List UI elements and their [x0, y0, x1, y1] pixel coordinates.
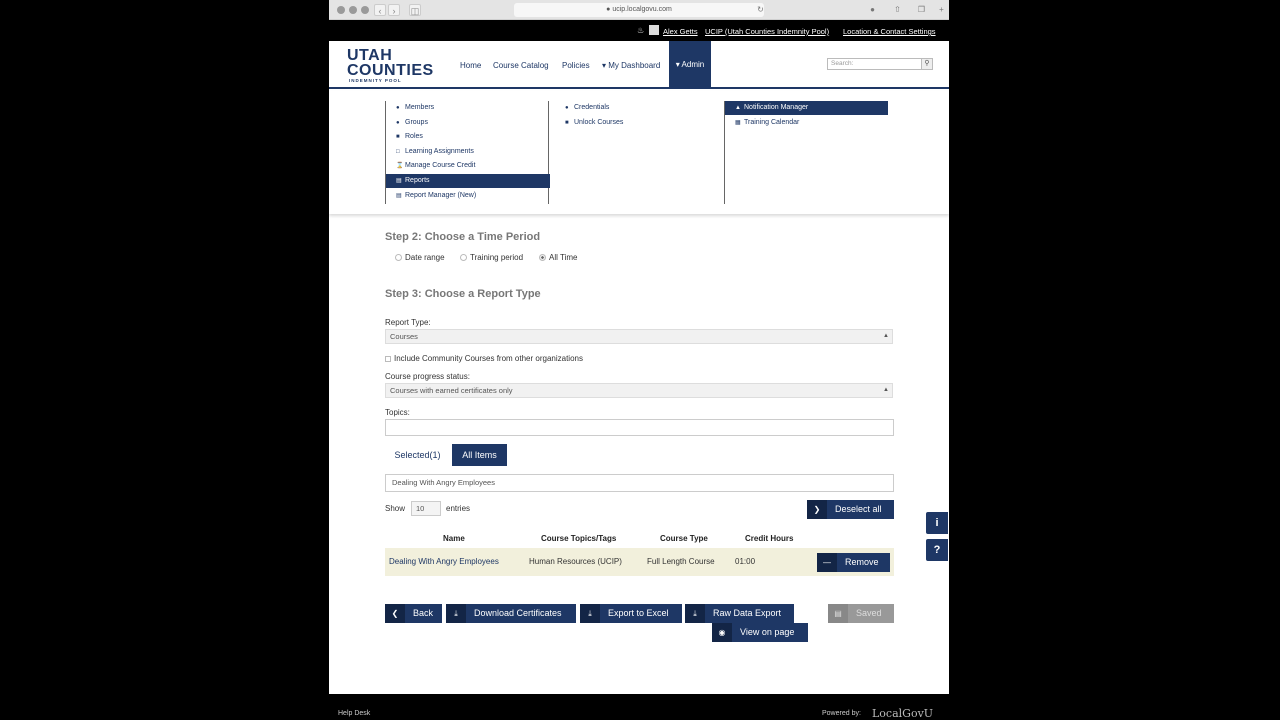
menu-item-unlock-courses-label: Unlock Courses [574, 119, 624, 126]
menu-item-report-manager-label: Report Manager (New) [405, 192, 477, 199]
user-name-link[interactable]: Alex Getts [663, 27, 698, 36]
radio-circle [460, 254, 467, 261]
menu-item-reports[interactable] [386, 174, 550, 188]
calendar-icon: ▦ [735, 120, 741, 126]
radio-all-time[interactable] [539, 253, 577, 262]
powered-by-label: Powered by: [822, 710, 861, 717]
bar-chart-icon: ▤ [396, 178, 402, 184]
menu-item-manage-course-credit[interactable] [386, 159, 550, 173]
menu-item-groups[interactable] [386, 116, 550, 130]
menu-item-notification-manager[interactable] [725, 101, 888, 115]
column-header-topics[interactable]: Course Topics/Tags [541, 534, 617, 543]
search-input[interactable]: Search: [827, 58, 923, 70]
menu-item-training-calendar[interactable] [725, 116, 888, 130]
deselect-all-button[interactable] [807, 500, 894, 519]
nav-policies[interactable]: Policies [562, 61, 590, 70]
menu-item-credentials-label: Credentials [574, 104, 610, 111]
download-icon[interactable]: ● [870, 5, 875, 14]
browser-toolbar [329, 0, 949, 20]
menu-item-credentials[interactable] [555, 101, 719, 115]
dropdown-column-2 [555, 101, 725, 204]
logo-line-3: INDEMNITY POOL [349, 78, 402, 83]
search-icon: ⚲ [924, 60, 930, 67]
bar-chart-icon: ▤ [396, 193, 402, 199]
remove-button[interactable] [817, 553, 890, 572]
url-text: ucip.localgovu.com [612, 6, 672, 13]
book-icon: □ [396, 149, 400, 155]
credit-hours: 01:00 [735, 557, 756, 566]
tab-all-items[interactable]: All Items [452, 444, 507, 466]
radio-training-period[interactable] [460, 253, 523, 262]
menu-item-members[interactable] [386, 101, 550, 115]
menu-item-roles-label: Roles [405, 133, 423, 140]
help-icon[interactable]: ? [926, 539, 948, 561]
nav-admin[interactable] [669, 41, 711, 89]
download-certificates-button[interactable] [446, 604, 576, 623]
tabs-icon[interactable]: ❐ [917, 5, 926, 14]
close-window-button[interactable] [337, 6, 345, 14]
menu-item-report-manager[interactable] [386, 189, 550, 203]
dropdown-column-1 [385, 101, 549, 204]
entries-value: 10 [416, 504, 425, 513]
menu-item-training-calendar-label: Training Calendar [744, 119, 800, 126]
browser-window [329, 0, 949, 694]
nav-my-dashboard[interactable] [602, 61, 660, 70]
step-3-title: Step 3: Choose a Report Type [385, 288, 541, 300]
progress-status-label: Course progress status: [385, 372, 470, 381]
warning-icon: ▲ [735, 105, 741, 111]
location-settings-link[interactable]: Location & Contact Settings [843, 27, 936, 36]
nav-home[interactable]: Home [460, 61, 482, 70]
logo-line-1: UTAH [347, 47, 393, 64]
new-tab-icon[interactable]: + [939, 5, 944, 14]
menu-item-unlock-courses[interactable] [555, 116, 719, 130]
radio-all-time-label: All Time [549, 253, 578, 262]
column-header-credit-hours[interactable]: Credit Hours [745, 534, 794, 543]
view-on-page-label: View on page [740, 627, 795, 637]
info-icon[interactable]: i [926, 512, 948, 534]
course-topics: Human Resources (UCIP) [529, 557, 622, 566]
sidebar-icon[interactable]: ◫ [410, 6, 420, 16]
export-to-excel-button[interactable] [580, 604, 682, 623]
radio-date-range-label: Date range [405, 253, 445, 262]
sitemap-icon: ■ [396, 134, 400, 140]
chevron-right-icon: ❯ [807, 500, 827, 519]
admin-dropdown-menu [329, 91, 949, 214]
certificate-icon: ● [565, 105, 569, 111]
raw-data-export-button[interactable] [685, 604, 794, 623]
help-desk-link[interactable]: Help Desk [338, 710, 371, 717]
caret-down-icon: ▾ [602, 61, 609, 70]
course-type: Full Length Course [647, 557, 715, 566]
community-courses-checkbox[interactable] [385, 354, 583, 363]
minus-icon: — [817, 553, 837, 572]
search-button[interactable] [921, 58, 933, 70]
zoom-window-button[interactable] [361, 6, 369, 14]
menu-item-roles[interactable] [386, 130, 550, 144]
lock-icon: ● [606, 6, 611, 13]
caret-down-icon: ▾ [675, 60, 682, 69]
hourglass-icon: ⌛ [396, 163, 404, 169]
bell-icon[interactable]: ♨ [637, 26, 645, 35]
nav-course-catalog[interactable]: Course Catalog [493, 61, 549, 70]
entries-label: entries [446, 504, 471, 513]
reload-icon[interactable]: ↻ [757, 5, 764, 14]
chevron-left-icon: ❮ [385, 604, 405, 623]
radio-training-period-label: Training period [470, 253, 524, 262]
radio-circle [539, 254, 546, 261]
avatar[interactable] [649, 25, 659, 35]
saved-label: Saved [856, 608, 882, 618]
utility-bar [329, 20, 949, 41]
share-icon[interactable]: ⇧ [894, 5, 901, 14]
community-courses-label: Include Community Courses from other organizations [394, 354, 583, 363]
menu-item-learning-assignments[interactable] [386, 145, 550, 159]
menu-item-reports-label: Reports [405, 177, 430, 184]
menu-item-members-label: Members [405, 104, 435, 111]
entries-select[interactable] [411, 501, 441, 516]
minimize-window-button[interactable] [349, 6, 357, 14]
forward-arrow-icon[interactable]: › [388, 4, 400, 16]
user-icon: ● [396, 105, 400, 111]
export-to-excel-label: Export to Excel [608, 608, 669, 618]
course-name-link[interactable]: Dealing With Angry Employees [389, 557, 499, 566]
dropdown-column-3 [725, 101, 895, 204]
back-button[interactable] [385, 604, 442, 623]
logo-line-2: COUNTIES [347, 62, 434, 79]
deselect-all-label: Deselect all [835, 504, 882, 514]
back-arrow-icon[interactable]: ‹ [374, 4, 386, 16]
saved-button[interactable] [828, 604, 894, 623]
raw-data-export-label: Raw Data Export [713, 608, 782, 618]
step-2-title: Step 2: Choose a Time Period [385, 231, 541, 243]
organization-link[interactable]: UCIP (Utah Counties Indemnity Pool) [705, 27, 830, 36]
view-on-page-button[interactable] [712, 623, 808, 642]
column-header-type[interactable]: Course Type [660, 534, 708, 543]
column-header-name[interactable]: Name [443, 534, 465, 543]
menu-item-groups-label: Groups [405, 119, 428, 126]
show-label: Show [385, 504, 406, 513]
select-arrows-icon: ▲ [883, 387, 889, 393]
progress-status-value: Courses with earned certificates only [390, 386, 513, 395]
url-bar[interactable] [514, 3, 764, 17]
tab-selected[interactable]: Selected(1) [394, 450, 441, 460]
report-builder [329, 214, 949, 694]
back-label: Back [413, 608, 434, 618]
download-icon: ⤓ [446, 604, 466, 623]
menu-item-learning-assignments-label: Learning Assignments [405, 148, 474, 155]
menu-item-notification-manager-label: Notification Manager [744, 104, 809, 111]
select-arrows-icon: ▲ [883, 333, 889, 339]
topics-input[interactable] [385, 419, 894, 436]
download-icon: ⤓ [580, 604, 600, 623]
radio-circle [395, 254, 402, 261]
progress-status-select[interactable] [385, 383, 893, 398]
save-icon: ▤ [828, 604, 848, 623]
nav-admin-label: Admin [681, 60, 705, 69]
site-header [329, 41, 949, 89]
radio-date-range[interactable] [395, 253, 445, 262]
localgovu-logo[interactable]: LocalGovU [872, 707, 934, 720]
checkbox-box [385, 356, 391, 362]
remove-label: Remove [845, 557, 879, 567]
table-row [385, 548, 894, 576]
report-type-label: Report Type: [385, 318, 431, 327]
eye-icon: ◉ [712, 623, 732, 642]
topic-filter-input[interactable]: Dealing With Angry Employees [385, 474, 894, 492]
download-icon: ⤓ [685, 604, 705, 623]
nav-my-dashboard-label: My Dashboard [608, 61, 661, 70]
topics-label: Topics: [385, 408, 410, 417]
unlock-icon: ■ [565, 120, 569, 126]
users-icon: ● [396, 120, 400, 126]
report-type-select[interactable] [385, 329, 893, 344]
menu-item-manage-course-credit-label: Manage Course Credit [405, 162, 476, 169]
download-certificates-label: Download Certificates [474, 608, 562, 618]
report-type-value: Courses [390, 332, 418, 341]
